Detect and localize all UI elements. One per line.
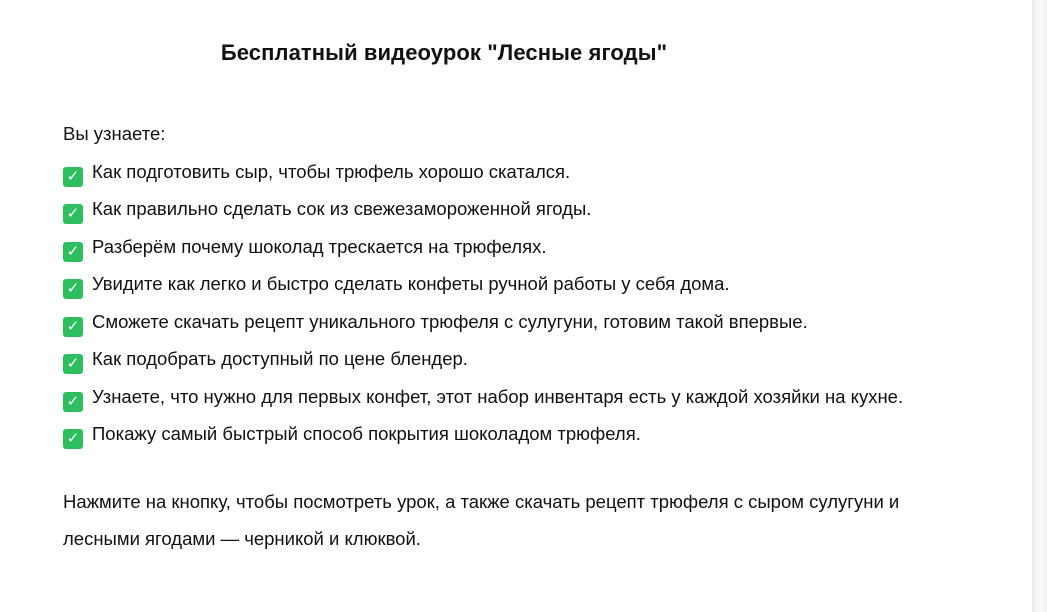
list-item — [63, 190, 983, 228]
list-item-text: Сможете скачать рецепт уникального трюфеля с сулугуни, готовим такой впервые. — [92, 310, 808, 332]
list-item-text: Покажу самый быстрый способ покрытия шоколадом трюфеля. — [92, 423, 641, 444]
list-item-text: Разберём почему шоколад трескается на трюфелях. — [92, 235, 547, 257]
feature-list — [63, 153, 983, 453]
scrollbar-thumb[interactable] — [1036, 0, 1044, 612]
checkmark-icon: ✓ — [63, 204, 83, 224]
list-item — [63, 303, 983, 341]
checkmark-icon: ✓ — [63, 242, 83, 262]
checkmark-icon: ✓ — [63, 317, 83, 337]
lesson-card — [63, 38, 983, 558]
list-item-text: Увидите как легко и быстро сделать конфеты ручной работы у себя дома. — [92, 273, 730, 294]
checkmark-icon: ✓ — [63, 354, 83, 374]
list-item-text: Как подобрать доступный по цене блендер. — [92, 348, 468, 369]
list-item — [63, 340, 983, 378]
checkmark-icon: ✓ — [63, 429, 83, 449]
checkmark-icon: ✓ — [63, 392, 83, 412]
scrollbar[interactable] — [1032, 0, 1047, 612]
list-item — [63, 415, 983, 453]
list-item-text: Узнаете, что нужно для первых конфет, этот набор инвентаря есть у каждой хозяйки на кухне. — [92, 385, 904, 407]
list-item — [63, 265, 983, 303]
list-item-text: Как правильно сделать сок из свежезамороженной ягоды. — [92, 198, 592, 219]
cta-description: Нажмите на кнопку, чтобы посмотреть урок, а также скачать рецепт трюфеля с сыром сулугуни и лесными ягодами — черникой и клюквой. — [63, 490, 900, 549]
page-title: Бесплатный видеоурок "Лесные ягоды" — [220, 40, 668, 65]
checkmark-icon: ✓ — [63, 279, 83, 299]
list-item-text: Как подготовить сыр, чтобы трюфель хорошо скатался. — [92, 160, 571, 182]
list-item — [63, 378, 983, 416]
list-item — [63, 153, 983, 191]
checkmark-icon: ✓ — [63, 167, 83, 187]
intro-label: Вы узнаете: — [63, 123, 166, 144]
list-item — [63, 228, 983, 266]
